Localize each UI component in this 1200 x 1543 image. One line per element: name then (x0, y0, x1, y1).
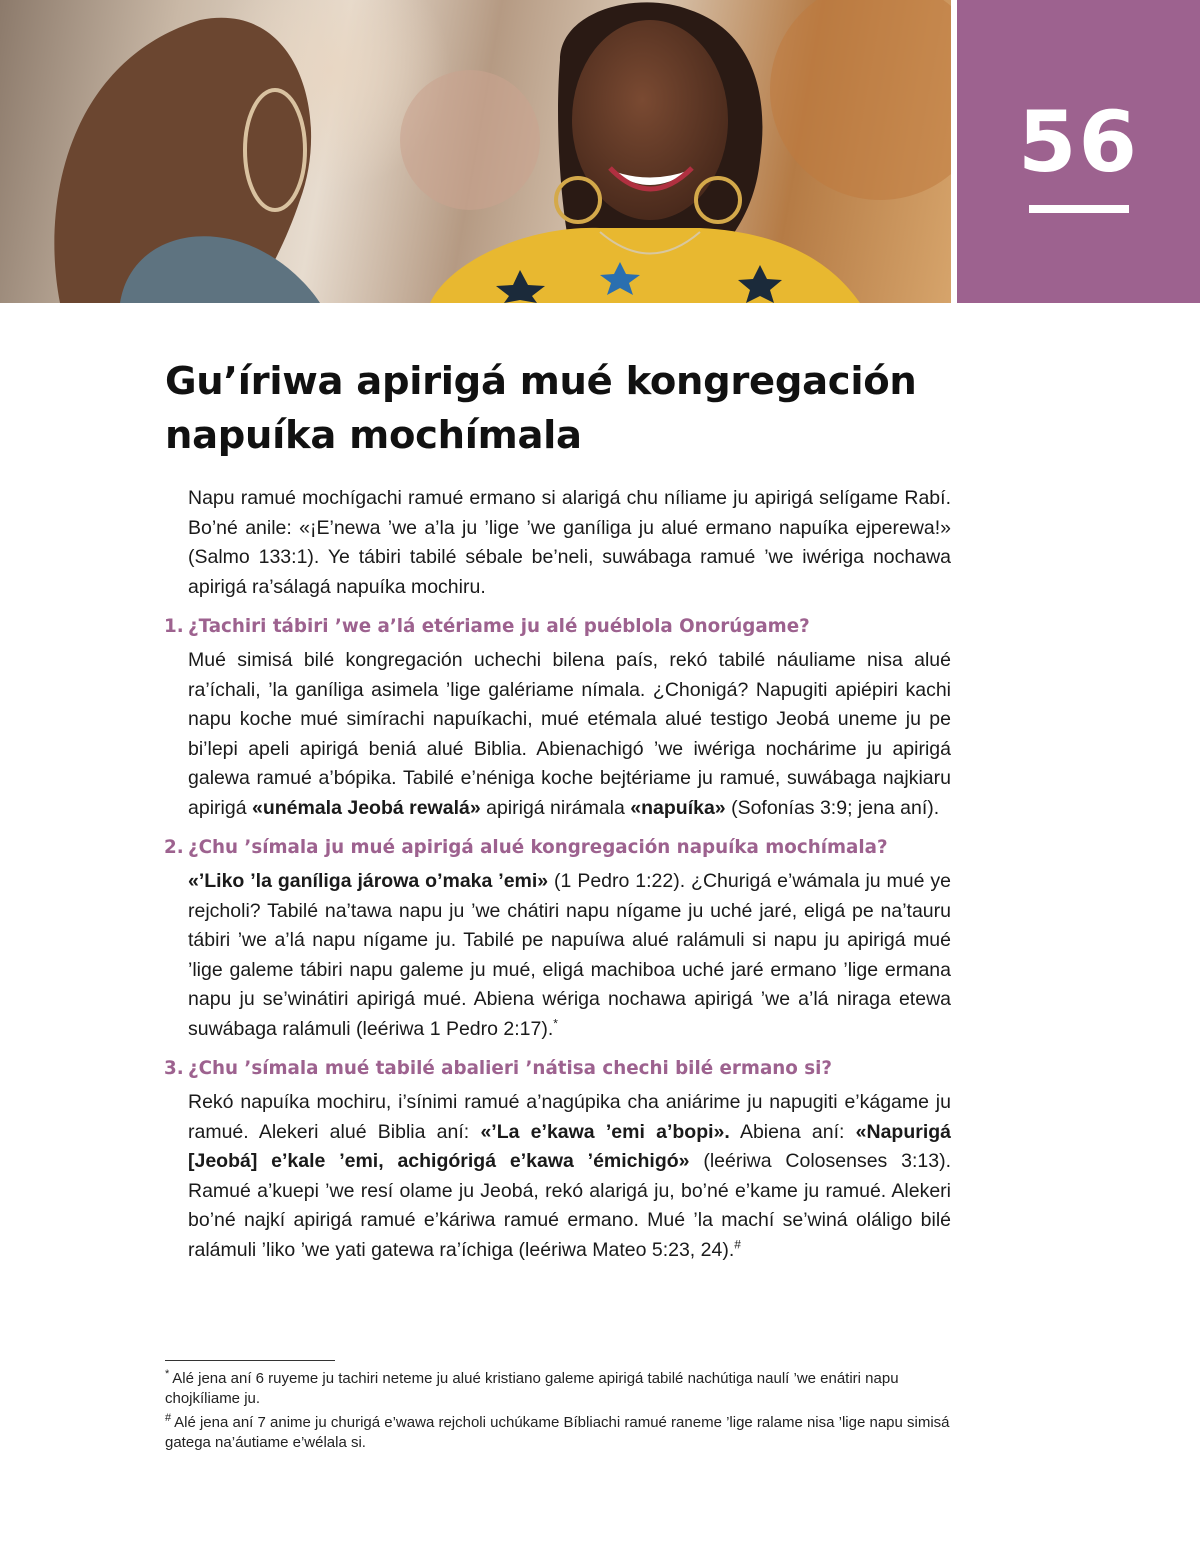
title-line-2: napuíka mochímala (165, 413, 582, 458)
answer-3-bold-b: «Napurigá [Jeobá] e’kale ’emi, achigórigá e’kawa ’émichigó» (188, 1120, 951, 1172)
hero-photo (0, 0, 951, 303)
question-3-text: ¿Chu ’símala mué tabilé abalieri ’nátisa chechi bilé ermano si? (188, 1058, 832, 1079)
footnote-2 (165, 1413, 955, 1453)
footnote-ref-1[interactable]: * (553, 1016, 558, 1030)
answer-2-bold-a: «’Liko ’la ganíliga járowa o’maka ’emi» (188, 870, 549, 892)
answer-1-text-b: apirigá nirámala (480, 796, 631, 819)
answer-2-text-a: (1 Pedro 1:22). ¿Churigá e’wámala ju mué ye rejcholi? Tabilé na’tawa napu ju ’we chátiri napu nígame ju uché jaré, eligá pe na’tauru tábiri ’we a’lá napu nígame ju. Tabilé pe napuíwa alué ralámuli si napu ju apirigá mué ’lige galeme tábiri napu galeme ju mué, eligá machiboa uché jaré ermano ’lige ermana napu ju se’winátiri apirigá mué. Abiena wériga nochawa apirigá ’we a’lá niraga etewa suwábaga ralámuli (leériwa 1 Pedro 2:17). (188, 870, 951, 1040)
lesson-content (164, 484, 951, 1265)
title-line-1: Gu’íriwa apirigá mué kongregación (165, 359, 917, 404)
question-3 (164, 1054, 951, 1084)
footnote-1 (165, 1369, 955, 1409)
question-2-text: ¿Chu ’símala ju mué apirigá alué kongregación napuíka mochímala? (188, 837, 888, 858)
answer-3-paragraph (188, 1088, 951, 1265)
page-title (165, 355, 1025, 463)
footnote-2-text: Alé jena aní 7 animе ju churigá e’wawa rejcholi uchúkame Bíbliachi ramué raneme ’lige ralame nisa ’lige napu simisá gatega na’áutiame e’wélala si. (165, 1414, 950, 1451)
lesson-badge (957, 0, 1200, 303)
footnote-divider (165, 1360, 335, 1361)
answer-3-text-b: Abiena aní: (729, 1120, 856, 1143)
footnote-1-text: Alé jena aní 6 ruyeme ju tachiri neteme ju alué kristiano galeme apirigá tabilé nachútiga naulí ’we enátiri napu chojkíliame ju. (165, 1370, 899, 1407)
lesson-number: 56 (1018, 93, 1139, 191)
question-2 (164, 833, 951, 863)
answer-1-text-c: (Sofonías 3:9; jena aní). (725, 796, 940, 819)
answer-1-bold-b: «napuíka» (630, 796, 726, 819)
footnote-1-mark: * (165, 1368, 170, 1380)
answer-1-paragraph (188, 646, 951, 823)
answer-1-text-a: Mué simisá bilé kongregación uchechi bilena país, rekó tabilé náuliame nisa alué ra’íchali, ’la ganíliga asimela ’lige galériame nímala. ¿Chonigá? Napugiti apiépiri kachi napu koche mué simírachi napuíkachi, mué etémala alué testigo Jeobá uneme ju pe bi’lepi apeli apirigá beniá alué Biblia. Abienachigó ’we iwériga nochárime ju apirigá galewa ramué a’bópika. Tabilé e’néniga koche bejtériame ju ramué, suwábaga najkiaru apirigá (188, 649, 951, 819)
answer-3-text-a: Rekó napuíka mochiru, i’sínimi ramué a’nagúpika cha aniárime ju napugiti e’kágame ju ramué. Alekeri alué Biblia aní: (188, 1091, 951, 1143)
answer-2-paragraph (188, 867, 951, 1044)
lesson-number-underline (1029, 205, 1129, 213)
answer-1-bold-a: «unémala Jeobá rewalá» (251, 796, 481, 819)
question-1-number: 1. (164, 616, 184, 637)
footnote-ref-2[interactable]: # (734, 1237, 741, 1251)
footnote-2-mark: # (165, 1412, 172, 1424)
question-3-number: 3. (164, 1058, 184, 1079)
hero-photo-illustration (0, 0, 951, 303)
intro-paragraph: Napu ramué mochígachi ramué ermano si alarigá chu níliame ju apirigá selígame Rabí. Bo’né anile: «¡E’newa ’we a’la ju ’lige ’we ganíliga ju alué ermano napuíka ejperewa!» (Salmo 133:1). Ye tábiri tabilé sébale be’neli, suwábaga ramué ’we iwériga nochawa apirigá ra’sálagá napuíka mochiru. (188, 487, 951, 598)
footnotes (165, 1369, 955, 1457)
question-1 (164, 612, 951, 642)
answer-3-bold-a: «’La e’kawa ’emi a’bopi». (480, 1120, 730, 1143)
answer-3-text-c: (leériwa Colosenses 3:13). Ramué a’kuepi ’we resí olame ju Jeobá, rekó alarigá ju, bo’né e’kame ju ramué. Alekeri bo’né najkí apirigá ramué e’káriwa ramué ermano. Mué ’la machí se’winá oláligo bilé ralámuli ’liko ’we yati gatewa ra’íchiga (leériwa Mateo 5:23, 24). (188, 1150, 951, 1261)
question-1-text: ¿Tachiri tábiri ’we a’lá etériame ju alé puéblola Onorúgame? (188, 616, 810, 637)
question-2-number: 2. (164, 837, 184, 858)
